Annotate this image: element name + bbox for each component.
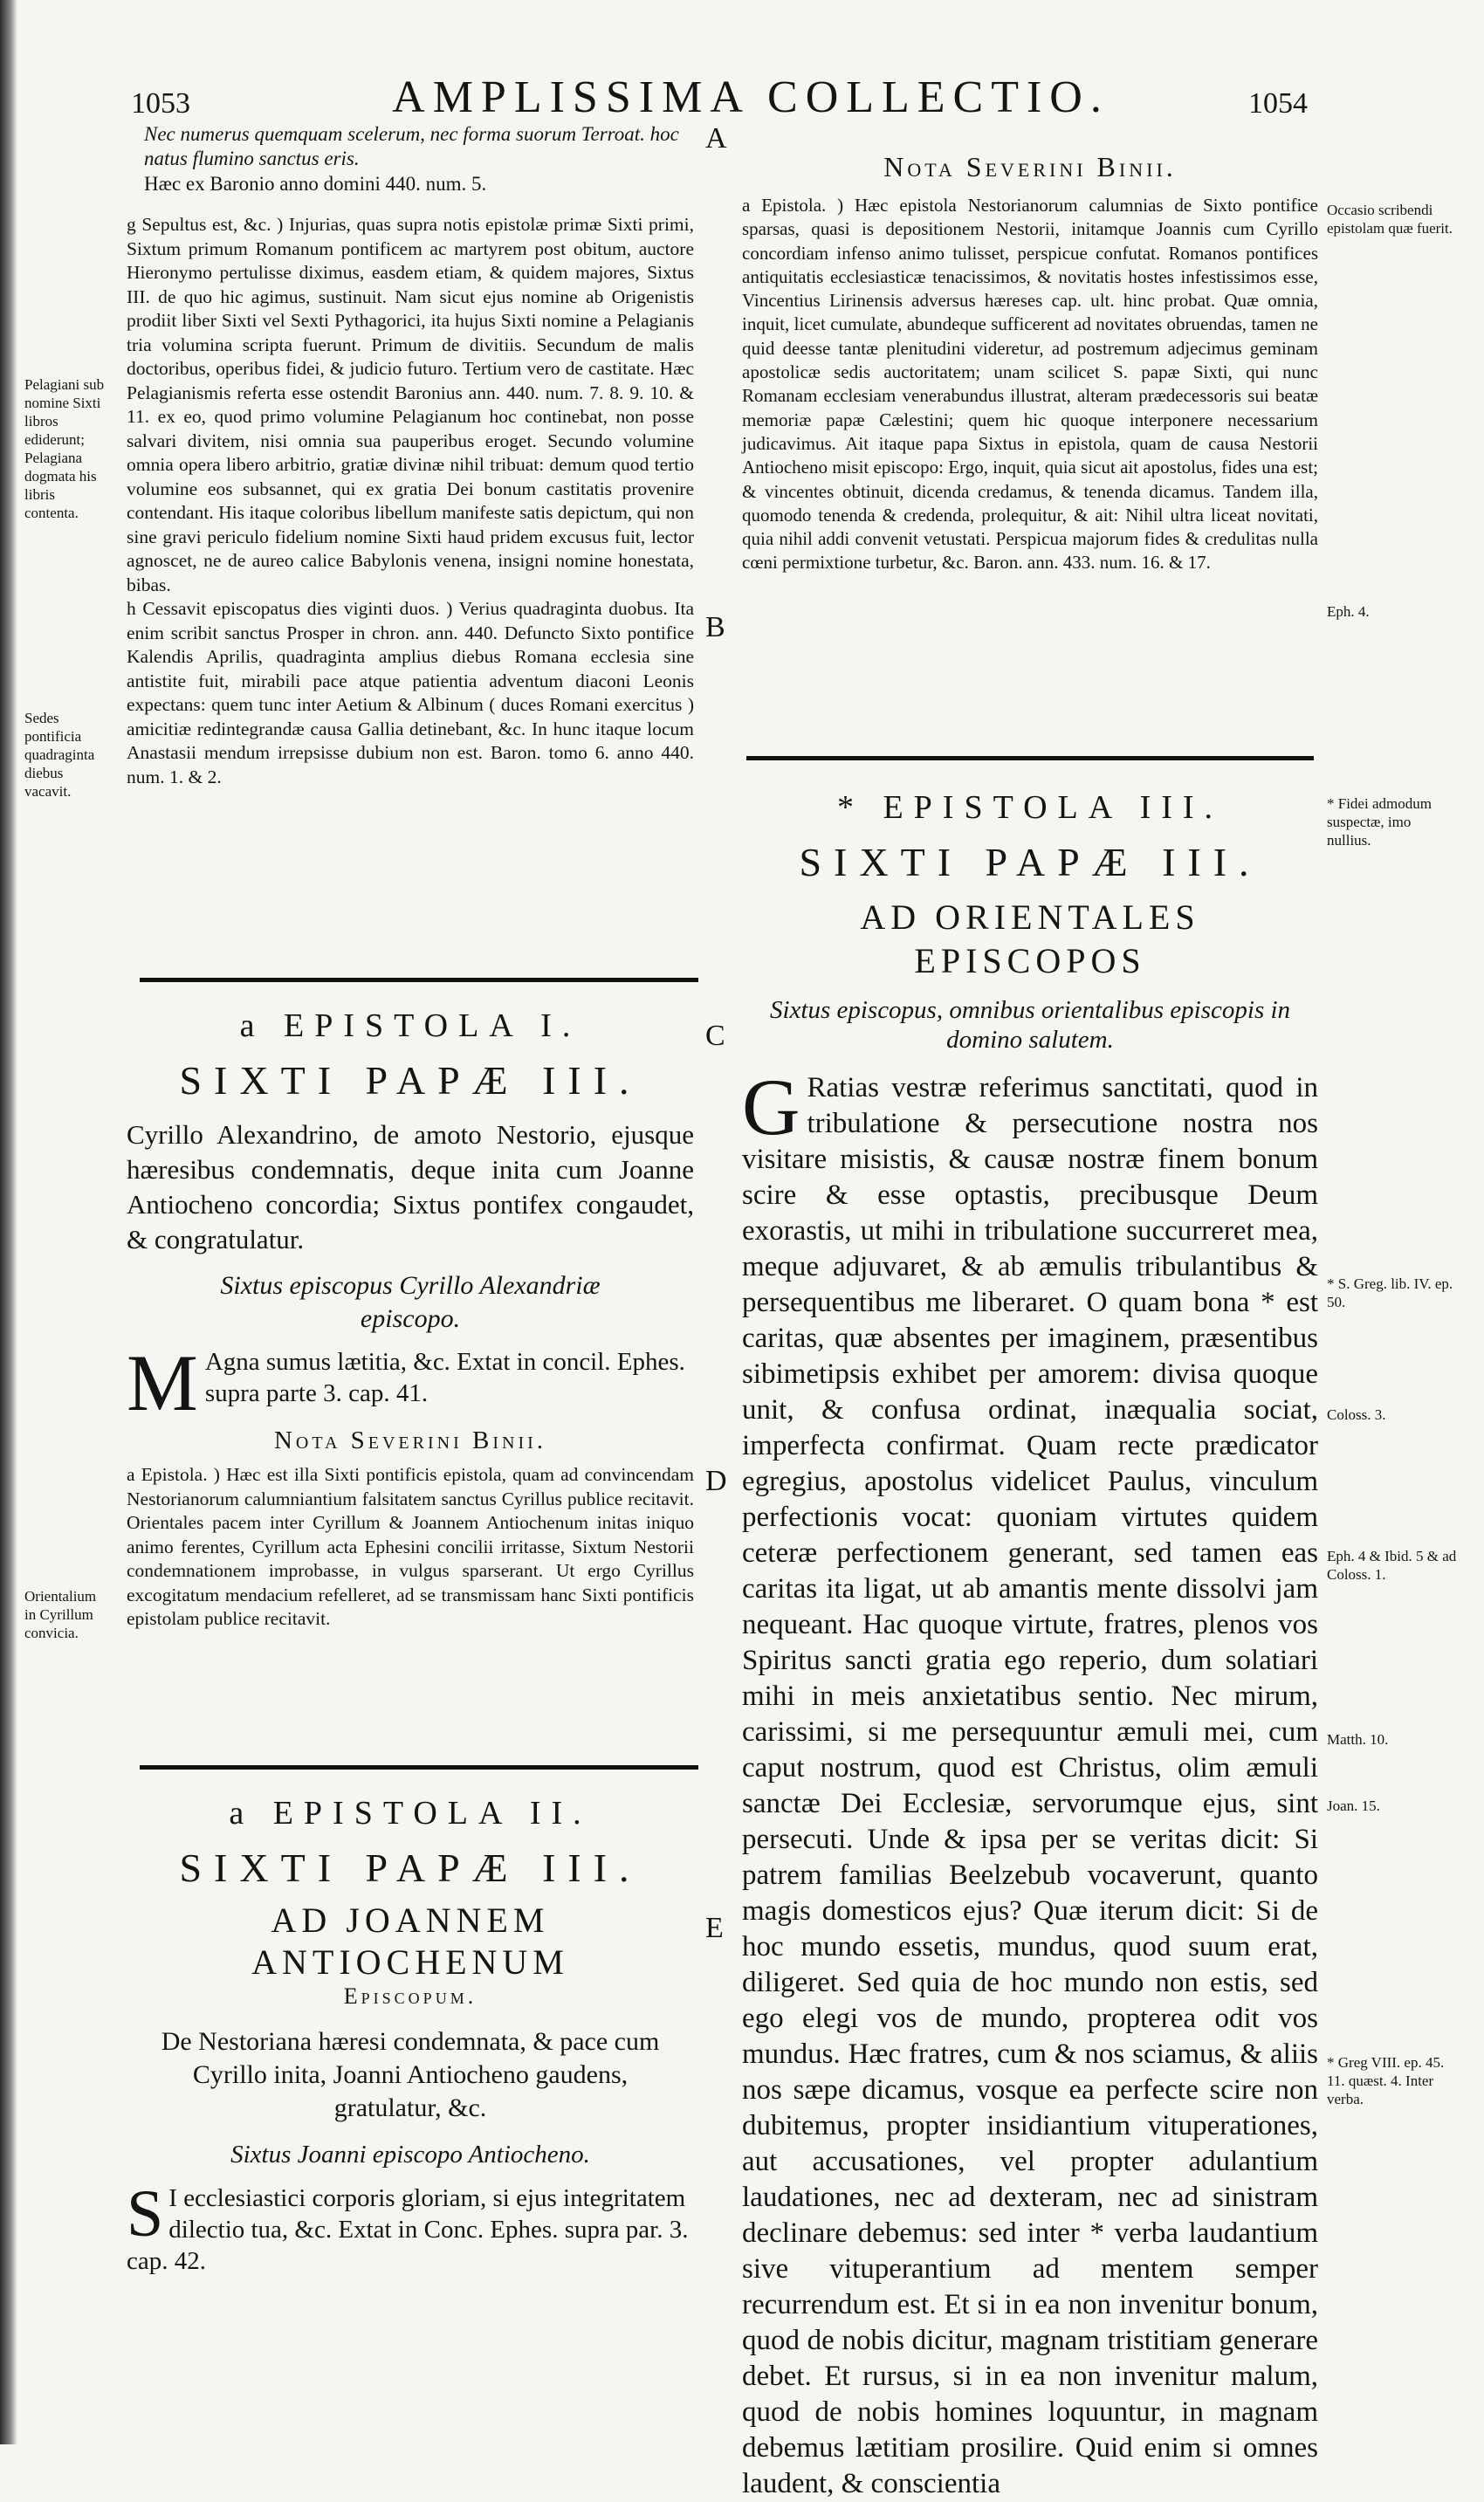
ep2-subtitle2: Episcopum. xyxy=(343,1983,477,2009)
ep3-body xyxy=(742,1062,1318,2502)
ep1-text: Agna sumus lætitia, &c. Extat in concil. Ephes. supra parte 3. cap. 41. xyxy=(204,1348,685,1407)
ep1-body xyxy=(127,1338,694,1427)
right-rule xyxy=(746,756,1314,760)
section-marker-a: A xyxy=(705,122,727,155)
right-nota: a Epistola. ) Hæc epistola Nestorianorum calumnias de Sixto pontifice sparsas, quasi is depositionem Nestorii, initamque Joannis cum Cyrillo concordiam infenso animo tulisset, perspicue confutat. Romanos pontifices antiquitatis ecclesiasticæ tenacissimos, & novitatis hostes infestissimos esse, Vincentius Lirinensis adversus hæreses cap. ult. hinc probat. Quæ omnia, inquit, licet cumulate, abundeque sufficerent ad novitates obruendas, tamen ne quid deesse tantæ plenitudini videretur, ad postremum adjecimus geminam apostolicæ sedis auctoritatem; unam scilicet S. papæ Sixti, qui nunc Romanam ecclesiam venerabundus illustrat, alteram prædecessoris sui beatæ memoriæ papæ Cælestini; quem hic quoque interponere necessarium judicavimus. Ait itaque papa Sixtus in epistola, quam de causa Nestorii Antiocheno misit episcopo: Ergo, inquit, quia sicut ait apostolus, fides una est; & vincentes obtinuit, dicenda credamus, & tenenda dicamus. Tandem illa, quomodo tenenda & credenda, prolequitur, & ait: Nihil ultra liceat novitati, quia nihil addi convenit vetustati. Perspicua majorum fides & credulitas nulla cœni permixtione turbetur, &c. Baron. ann. 433. num. 16. & 17. xyxy=(742,195,1318,574)
left-column xyxy=(127,122,694,789)
ep3-text: Ratias vestræ referimus sanctitati, quod in tribulatione & persecutione nostra nos visitare misistis, & causæ nostræ finem bonum scire & esse optastis, precibusque Deum exorastis, ut mihi in tribulatione succurreret mea, meque adjuvaret, & ab æmulis tribulantibus & persequentibus me liberaret. O quam bona * est caritas, quæ absentes per imaginem, præsentibus sibimetipsis exhibet per amorem: divisa quoque unit, & confusa ordinat, inæqualia sociat, imperfecta confirmat. Quam recte prædicator egregius, apostolus videlicet Paulus, vinculum perfectionis vocat: quoniam virtutes quidem ceteræ perfectionem generant, sed tamen eas caritas ita ligat, ut ab amantis mente dissolvi jam nequeant. Hac quoque virtute, fratres, plenos vos Spiritus sancti gratia ego reperio, dum solatiari mihi in meis anxietatibus sentio. Nec mirum, carissimi, si me persequuntur æmuli mei, cum caput nostrum, quod est Christus, olim æmuli sanctæ Dei Ecclesiæ, servorumque ejus, sint persecuti. Unde & ipsa per se veritas dicit: Si patrem familias Beelzebub vocaverunt, quanto magis domesticos ejus? Quæ iterum dicit: Si de hoc mundo essetis, mundus, quod suum erat, diligeret. Sed quia de hoc mundo non estis, sed ego elegi vos de mundo, propterea odit vos mundus. Hæc fratres, cum & nos sciamus, & aliis nos sæpe dicamus, vosque ea perfecte scire non dubitemus, propter insidiantium vituperationes, aut accusationes, vel propter adulantium laudationes, nec ad dexteram, nec ad sinistram declinare debemus: sed inter * verba laudantium sive vituperantium ad mentem semper recurrendum est. Et si in ea non invenitur bonum, quod de nobis dicitur, magnam tristitiam generare debet. Et rursus, si in ea non invenitur malum, quod de nobis homines loquuntur, in magnam debemus lætitiam prosilire. Quid enim si omnes laudent, & conscientia xyxy=(742,1072,1318,2499)
ep2-initial: S xyxy=(127,2177,164,2251)
ep2-text: I ecclesiastici corporis gloriam, si ejus integritatem dilectio tua, &c. Extat in Conc. Ephes. supra par. 3. cap. 42. xyxy=(127,2184,689,2275)
book-binding-shadow xyxy=(0,0,17,2444)
ep1-title: SIXTI PAPÆ III. xyxy=(179,1058,642,1103)
ep1-nota: a Epistola. ) Hæc est illa Sixti pontificis epistola, quam ad convincendam Nestorianorum calumniantium falsitatem sanctus Cyrillus publice recitavit. Orientales pacem inter Cyrillum & Joannem Antiochenum initas iniquo animo ferentes, Cyrillum acta Ephesini concilii irritasse, Sixtum Nestorii condemnationem improbasse, in vulgus sparserant. Ut ergo Cyrillus excogitatum mendacium refelleret, ad se transmissam hanc Sixti pontificis epistolam publice recitavit. xyxy=(127,1464,694,1629)
ep2-salutation: Sixtus Joanni episcopo Antiocheno. xyxy=(230,2141,590,2169)
ep2-subtitle: AD JOANNEM ANTIOCHENUM xyxy=(251,1901,569,1982)
ep2-summary: De Nestoriana hæresi condemnata, & pace cum Cyrillo inita, Joanni Antiocheno gaudens, gratulatur, &c. xyxy=(161,2027,660,2122)
ep3-title: SIXTI PAPÆ III. xyxy=(799,840,1261,884)
right-note-sgreg: * S. Greg. lib. IV. ep. 50. xyxy=(1327,1275,1453,1310)
ep3-initial: G xyxy=(742,1062,800,1151)
ep3-heading: * EPISTOLA III. xyxy=(836,789,1224,826)
left-epistle-1 xyxy=(127,1004,694,1632)
margin-note-orientalium: Orientalium in Cyrillum convicia. xyxy=(24,1588,97,1641)
right-note-occasio: Occasio scribendi epistolam quæ fuerit. xyxy=(1327,202,1453,237)
margin-note-pelagiani: Pelagiani sub nomine Sixti libros ediderunt; Pelagiana dogmata his libris contenta. xyxy=(24,376,105,521)
section-marker-e: E xyxy=(705,1912,724,1944)
section-marker-b: B xyxy=(705,611,725,643)
right-note-eph4: Eph. 4. xyxy=(1327,603,1370,620)
ep2-heading: a EPISTOLA II. xyxy=(229,1795,592,1832)
right-note-coloss: Coloss. 3. xyxy=(1327,1406,1386,1423)
top-verse: Nec numerus quemquam scelerum, nec forma suorum Terroat. hoc natus flumino sanctus eris. xyxy=(144,123,679,169)
right-nota-title: Nota Severini Binii. xyxy=(883,151,1177,182)
right-note-greg: * Greg VIII. ep. 45. 11. quæst. 4. Inter verba. xyxy=(1327,2054,1445,2107)
right-note-fidei: * Fidei admodum suspectæ, imo nullius. xyxy=(1327,795,1432,849)
left-rule-2 xyxy=(140,1765,698,1770)
running-head: AMPLISSIMA COLLECTIO. xyxy=(392,72,1110,122)
right-note-joan: Joan. 15. xyxy=(1327,1797,1380,1814)
top-source: Hæc ex Baronio anno domini 440. num. 5. xyxy=(144,173,487,195)
note-g: g Sepultus est, &c. ) Injurias, quas supra notis epistolæ primæ Sixti primi, Sixtum primum Romanum pontificem ac martyrem post obitum, auctore Hieronymo pertulisse diximus, easdem etiam, & quidem majores, Sixtus III. de quo hic agimus, sustinuit. Nam sicut ejus nomine ab Origenistis prodiit liber Sixti vel Sexti Pythagorici, ita hujus Sixti nomine a Pelagianis tria volumina scripta fuerunt. Primum de divitiis. Secundum de malis doctoribus, operibus fidei, & judicio futuro. Tertium vero de castitate. Hæc Pelagianismis referta esse ostendit Baronius ann. 440. num. 7. 8. 9. 10. & 11. ex eo, quod primo volumine Pelagianum hoc continebat, non posse salvari divitem, nisi omnia sua pauperibus eroget. Secundo volumine omnia opera libero arbitrio, gratiæ divinæ nihil tribuat: demum quod tertio volumine eos subsannet, qui ex gratia Dei bonum castitatis provenire contendant. His itaque coloribus libellum manifeste satis depictum, qui non sine gravi periculo fidelium nomine Sixti haud pridem excusus fuit, lector agnoscet, ne de aureo calice Babylonis venena, insigni nomine honestata, bibas. xyxy=(127,214,694,595)
section-marker-d: D xyxy=(705,1465,727,1497)
right-page-number: 1054 xyxy=(1248,87,1308,120)
ep2-body xyxy=(127,2177,694,2277)
ep1-summary: Cyrillo Alexandrino, de amoto Nestorio, ejusque hæresibus condemnatis, deque inita cum Joanne Antiocheno concordia; Sixtus pontifex congaudet, & congratulatur. xyxy=(127,1119,694,1254)
ep3-subtitle: AD ORIENTALES EPISCOPOS xyxy=(860,897,1200,980)
ep3-salutation: Sixtus episcopus, omnibus orientalibus episcopis in domino salutem. xyxy=(769,996,1291,1054)
right-epistle-3 xyxy=(742,786,1318,2502)
left-page-number: 1053 xyxy=(131,87,190,120)
margin-note-sedes: Sedes pontificia quadraginta diebus vacavit. xyxy=(24,710,95,800)
ep1-nota-title: Nota Severini Binii. xyxy=(273,1426,547,1454)
note-h: h Cessavit episcopatus dies viginti duos. ) Verius quadraginta duobus. Ita enim scribit sanctus Prosper in chron. ann. 440. Defuncto Sixto pontifice Kalendis Aprilis, quadraginta amplius diebus Romana ecclesia sine antistite fuit, mirabili pace atque patientia adventum diaconi Leonis expectans: quem tunc inter Aetium & Albinum ( duces Romani exercitus ) amicitiæ redintegrandæ causa Gallia detinebant, &c. In hunc itaque locum Anastasii mendum irrepsisse dubium non est. Baron. tomo 6. anno 440. num. 1. & 2. xyxy=(127,598,694,787)
left-rule-1 xyxy=(140,978,698,982)
right-note-matth: Matth. 10. xyxy=(1327,1731,1389,1748)
ep1-salutation: Sixtus episcopus Cyrillo Alexandriæ episcopo. xyxy=(220,1271,601,1333)
ep1-heading: a EPISTOLA I. xyxy=(239,1007,581,1044)
right-column xyxy=(742,148,1318,575)
right-note-eph4-ibid: Eph. 4 & Ibid. 5 & ad Coloss. 1. xyxy=(1327,1548,1457,1583)
left-epistle-2 xyxy=(127,1791,694,2277)
section-marker-c: C xyxy=(705,1020,725,1052)
ep1-initial: M xyxy=(127,1338,198,1427)
ep2-title: SIXTI PAPÆ III. xyxy=(179,1846,642,1890)
